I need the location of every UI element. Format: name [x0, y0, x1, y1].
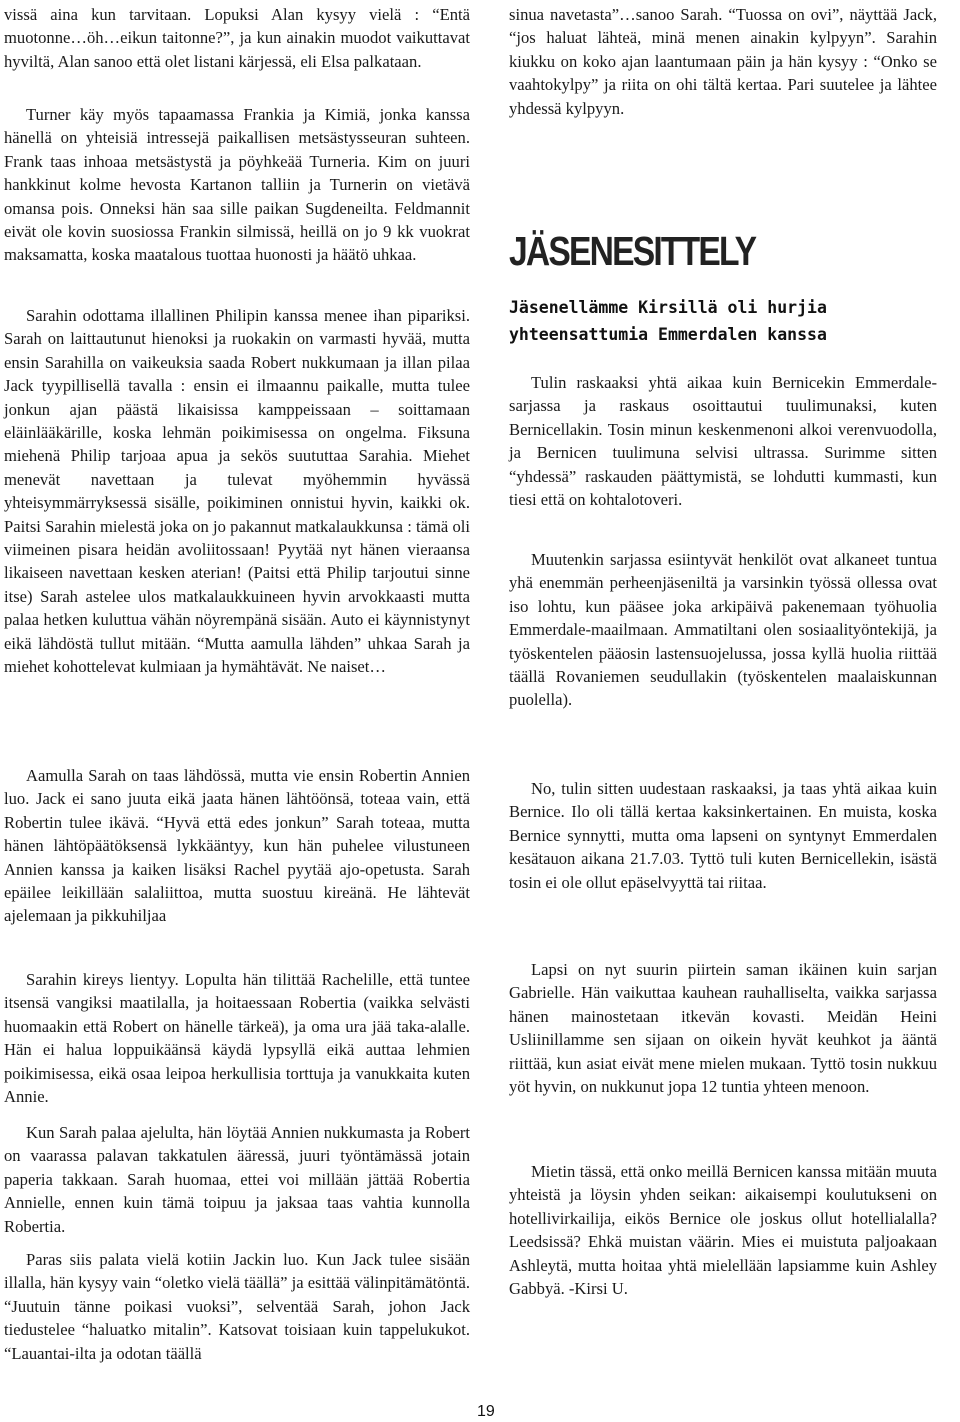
story-ending: sinua navetasta”…sanoo Sarah. “Tuossa on ovi”, näyttää Jack, “jos haluat lähteä, minä menen ainakin kylpyyn”. Sarahin kiukku on koko ajan laantumaan päin ja hän kysyy : “Onko se vaahtokylpy” ja riita on ohi tältä kertaa. Pari suutelee ja lähtee yhdessä kylpyyn.	[509, 5, 937, 118]
paragraph: Turner käy myös tapaamassa Frankia ja Kimiä, jonka kanssa hänellä on yhteisiä intressejä paikallisen metsästysseuran suhteen. Frank taas inhoaa metsästystä ja pöyhkeää Turneria. Kim on juuri hankkinut kolme hevosta Kartanon talliin ja Turnerin on vietävä omansa pois. Onneksi hän saa sille paikan Sugdeneilta. Feldmannit eivät ole kovin suosiossa Frankin silmissä, heillä on jo 9 kk vuokrat maksamatta, koska maatalous tuottaa huonosti ja häätö uhkaa.	[4, 105, 470, 265]
paragraph: Mietin tässä, että onko meillä Bernicen kanssa mitään muuta yhteistä ja löysin yhden seikan: aikaisempi koulutukseni on hotellivirkailija, eikös Bernice ole joskus ollut hotellialalla? Leedsissä? Ehkä muistan väärin. Mies ei muistuta paljoakaan Ashleytä, mutta hoitaa yhtä mielellään lapsiamme kuin Ashley Gabbyä. -Kirsi U.	[509, 1162, 937, 1299]
page-number: 19	[477, 1403, 495, 1420]
paragraph: Sarahin odottama illallinen Philipin kanssa menee ihan pipariksi. Sarah on laittautunut hienoksi ja ruokakin on varmasti hyvää, mutta ensin Sarahilla on vaikeuksia saada Robert nukkumaan ja illan pilaa Jack tyypillisellä tavalla : ensin ei ilmaannu paikalle, mutta tulee jonkun ajan päästä likaisissa kamppeissaan – soittamaan eläinlääkärille, koska lehmän poikimisessa on ongelma. Fiksuna miehenä Philip tarjoaa apua ja sekös suututtaa Sarahia. Miehet menevät navettaan ja tulevat myöhemmin hyvässä yhteisymmärryksessä sisälle, poikiminen onnistui hyvin, kaikki ok. Paitsi Sarahin mielestä joka on jo pakannut matkalaukkunsa : tämä oli viimeinen pisara heidän avoliitossaan! Pyytää nyt hänen vieraansa likaiseen navettaan kesken aterian! (Paitsi että Philip tarjoutui sinne itse) Sarah astelee ulos matkalaukkuineen hyvin arvokkaasti mutta palaa hetken kuluttua vähän nöyrempänä sisään. Auto ei käynnistynyt eikä lähdöstä tullut mitään. “Mutta aamulla lähden” uhkaa Sarah ja miehet kohottelevat kulmiaan ja hymähtävät. Ne naiset…	[4, 306, 470, 677]
paragraph: Paras siis palata vielä kotiin Jackin luo. Kun Jack tulee sisään illalla, hän kysyy vain “oletko vielä täällä” ja esittää välinpitämätöntä. “Juutuin tänne poikasi vuoksi”, selventää Sarah, johon Jack tiedustelee “haluatko mitalin”. Katsovat toisiaan kuin tappelukukot. “Lauantai-ilta ja odotan täällä	[4, 1250, 470, 1363]
paragraph: Lapsi on nyt suurin piirtein saman ikäinen kuin sarjan Gabrielle. Hän vaikuttaa kauhean rauhalliselta, vaikka sarjassa hänen mainostetaan itkevän kovasti. Meidän Heini Usliinillamme sen sijaan on oikein hyvät keuhkot ja ääntä riittää, kun asiat eivät mene mielen mukaan. Tyttö tosin nukkuu yöt hyvin, on nukkunut jopa 12 tuntia yhteen menoon.	[509, 960, 937, 1097]
section-heading: JÄSENESITTELY	[509, 228, 756, 274]
section-subheading: Jäsenellämme Kirsillä oli hurjia yhteensattumia Emmerdalen kanssa	[509, 298, 827, 344]
paragraph: Tulin raskaaksi yhtä aikaa kuin Bernicekin Emmerdale-sarjassa ja raskaus osoittautui tuulimunaksi, kuten Bernicellakin. Tosin minun keskenmenoni alkoi verenvuodolla, ja Bernicen tuulimuna selvisi ultrassa. Surimme sitten “yhdessä” raskauden päättymistä, se lohdutti kummasti, kun tiesi että on kohtalotoveri.	[509, 373, 937, 510]
paragraph: vissä aina kun tarvitaan. Lopuksi Alan kysyy vielä : “Entä muotonne…öh…eikun taitonne?”, ja kun ainakin muodot vaikuttavat hyviltä, Alan sanoo että olet listani kärjessä, eli Elsa palkataan.	[4, 5, 470, 71]
paragraph: Muutenkin sarjassa esiintyvät henkilöt ovat alkaneet tuntua yhä enemmän perheenjäseniltä ja varsinkin työssä ollessa ovat iso lohtu, kun pääsee joka arkipäivä pakenemaan työhuolia Emmerdale-maailmaan. Ammatiltani olen sosiaalityöntekijä, ja työskentelen pääosin lastensuojelussa, jossa kyllä huolia riittää täällä Rovaniemen seudullakin (työskentelen maalaiskunnan puolella).	[509, 550, 937, 710]
paragraph: Aamulla Sarah on taas lähdössä, mutta vie ensin Robertin Annien luo. Jack ei sano juuta eikä jaata hänen lähtöönsä, toteaa vain, että Robertin tulee ikävä. “Hyvä että edes jonkun” Sarah toteaa, mutta hänen lähtöpäätöksensä lykkääntyy, kun hän puhelee vilustuneen Annien kanssa ja kaiken lisäksi Rachel pyytää ajo-opetusta. Sarah epäilee leikillään salaliittoa, mutta suostuu kireänä. He lähtevät ajelemaan ja pikkuhiljaa	[4, 766, 470, 926]
paragraph: Sarahin kireys lientyy. Lopulta hän tilittää Rachelille, että tuntee itsensä vangiksi maatilalla, ja hoitaessaan Robertia (vaikka selvästi huomaakin että Robert on hänelle tärkeä), ja oma ura jää taka-alalle. Hän ei halua loppuikäänsä käydä lypsyllä eikä auttaa lehmien poikimisessa, eikä osaa leipoa herkullisia torttuja ja vanukkaita kuten Annie.	[4, 970, 470, 1107]
paragraph: No, tulin sitten uudestaan raskaaksi, ja taas yhtä aikaa kuin Bernice. Ilo oli tällä kertaa kaksinkertainen. En muista, koska Bernice synnytti, mutta oma lapseni on syntynyt Emmerdalen kesätauon aikana 21.7.03. Tyttö tuli kuten Bernicellekin, isästä tosin ei ole ollut epäselvyyttä tai riitaa.	[509, 779, 937, 892]
paragraph: Kun Sarah palaa ajelulta, hän löytää Annien nukkumasta ja Robert on vaarassa palavan takkatulen ääressä, juuri työntämässä jotain paperia takkaan. Sarah huomaa, ettei voi millään jättää Robertia Annielle, ennen kuin tämä toipuu ja jaksaa taas vahtia kunnolla Robertia.	[4, 1123, 470, 1236]
